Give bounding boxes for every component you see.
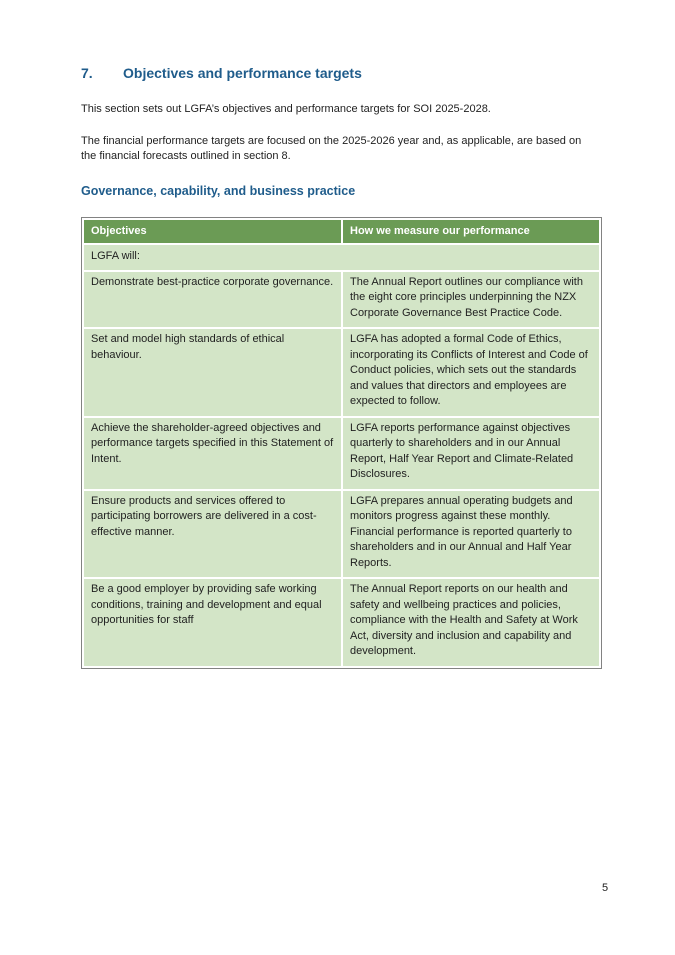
table-intro-row — [84, 245, 599, 270]
objective-cell: Ensure products and services offered to participating borrowers are delivered in a cost-effective manner. — [84, 491, 341, 578]
table-header-measure: How we measure our performance — [343, 220, 599, 243]
table-row — [84, 329, 599, 416]
table-header-objectives: Objectives — [84, 220, 341, 243]
table-row — [84, 579, 599, 666]
governance-subheading: Governance, capability, and business practice — [81, 184, 356, 198]
measure-cell: LGFA reports performance against objectives quarterly to shareholders and in our Annual Report, Half Year Report and Climate-Related Disclosures. — [343, 418, 599, 489]
table-row — [84, 272, 599, 328]
measure-cell: LGFA has adopted a formal Code of Ethics, incorporating its Conflicts of Interest and Code of Conduct policies, which sets out the standards and values that directors and employees are expected to follow. — [343, 329, 599, 416]
section-number: 7. — [81, 65, 93, 81]
page-number: 5 — [602, 882, 609, 894]
objective-cell: Be a good employer by providing safe working conditions, training and development and equal opportunities for staff — [84, 579, 341, 666]
table-row — [84, 418, 599, 489]
objective-cell: Demonstrate best-practice corporate governance. — [84, 272, 341, 328]
measure-cell: LGFA prepares annual operating budgets and monitors progress against these monthly. Financial performance is reported quarterly to shareholders and in our Annual and Half Year Reports. — [343, 491, 599, 578]
section-title: Objectives and performance targets — [123, 65, 362, 81]
measure-cell: The Annual Report outlines our compliance with the eight core principles underpinning the NZX Corporate Governance Best Practice Code. — [343, 272, 599, 328]
financial-paragraph: The financial performance targets are focused on the 2025-2026 year and, as applicable, are based on the financial forecasts outlined in section 8. — [81, 135, 582, 162]
table-header-row — [84, 220, 599, 243]
governance-table — [81, 217, 602, 669]
table-row — [84, 491, 599, 578]
intro-cell: LGFA will: — [84, 245, 599, 270]
objective-cell: Set and model high standards of ethical behaviour. — [84, 329, 341, 416]
objective-cell: Achieve the shareholder-agreed objectives and performance targets specified in this Statement of Intent. — [84, 418, 341, 489]
intro-paragraph: This section sets out LGFA’s objectives and performance targets for SOI 2025-2028. — [81, 103, 491, 115]
section-heading — [81, 64, 597, 82]
measure-cell: The Annual Report reports on our health and safety and wellbeing practices and policies, compliance with the Health and Safety at Work Act, diversity and inclusion and capability and development. — [343, 579, 599, 666]
